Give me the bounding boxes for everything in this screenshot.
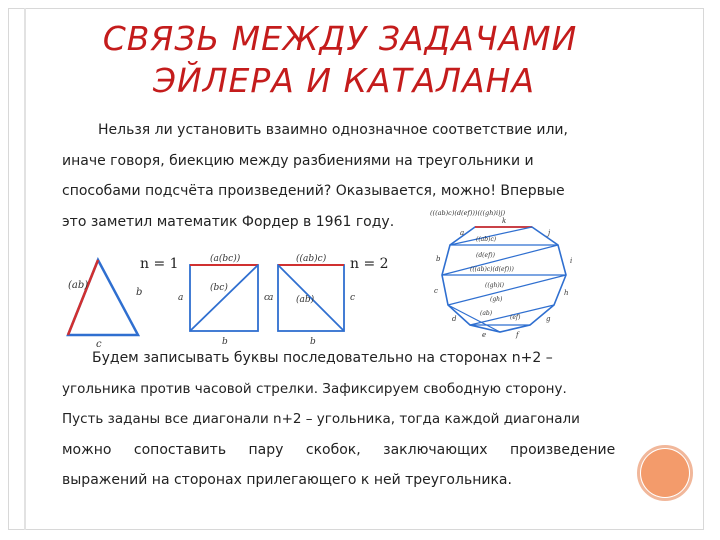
method-line-3: Пусть заданы все диагонали n+2 – угольника, тогда каждой диагонали [62, 411, 580, 427]
square2-inner-label: (ab) [296, 295, 315, 305]
square1-right-label: c [264, 293, 270, 303]
polygon-inner-label-4: ((gh)i) [485, 282, 504, 289]
polygon-top-label: (((ab)c)(d(ef)))(((gh)i)j) [430, 209, 506, 217]
polygon-vertex-k: k [502, 217, 507, 225]
polygon-inner-label-3: (((ab)c)(d(ef))) [470, 266, 514, 273]
polygon-inner-label-5: (gh) [490, 296, 503, 303]
n2-label: n = 2 [350, 256, 389, 272]
square2-figure [268, 253, 355, 347]
title-line-2: ЭЙЛЕРА И КАТАЛАНА [152, 61, 536, 100]
decorative-circle [641, 449, 689, 497]
method-line-5: выражений на сторонах прилегающего к ней треугольника. [62, 472, 512, 488]
polygon-vertex-e: e [482, 331, 487, 339]
polygon-vertex-c: c [434, 287, 438, 295]
intro-line-3: способами подсчёта произведений? Оказывается, можно! Впервые [62, 183, 565, 199]
square1-inner-label: (bc) [210, 283, 228, 293]
polygon-vertex-b: b [436, 255, 441, 263]
slide-title [40, 18, 640, 102]
polygon-inner-label-2: (d(ef)) [476, 252, 495, 259]
title-line-1: СВЯЗЬ МЕЖДУ ЗАДАЧАМИ [102, 19, 578, 58]
method-paragraph [62, 343, 622, 496]
polygon-vertex-h: h [564, 289, 569, 297]
polygon-vertex-i: i [570, 257, 573, 265]
polygon-vertex-j: j [548, 229, 551, 237]
square1-bottom-label: b [222, 337, 228, 347]
square2-bottom-label: b [310, 337, 316, 347]
polygon-vertex-f: f [516, 331, 519, 339]
n1-figures [60, 250, 380, 350]
square2-left-label: a [268, 293, 274, 303]
triangle-bottom-label: c [96, 339, 102, 350]
method-line-4: можно сопоставить пару скобок, заключающих произведение [62, 441, 616, 458]
polygon-inner-label-7: (ef) [510, 314, 521, 321]
triangle-right-label: b [136, 287, 143, 298]
left-rule [24, 8, 26, 530]
triangle-figure [68, 260, 142, 350]
polygon-inner-label-1: ((ab)c) [476, 236, 497, 243]
triangle-left-label: (ab) [68, 280, 89, 291]
intro-line-1: Нельзя ли установить взаимно однозначное соответствие или, [98, 122, 568, 138]
square1-top-label: (a(bc)) [210, 254, 241, 264]
method-line-2: угольника против часовой стрелки. Зафиксируем свободную сторону. [62, 380, 567, 397]
polygon-vertex-a: a [460, 229, 465, 237]
n1-label: n = 1 [140, 256, 179, 272]
polygon-vertex-g: g [546, 315, 551, 323]
polygon-figure [430, 205, 580, 340]
polygon-inner-label-6: (ab) [480, 310, 493, 317]
square1-figure [178, 253, 269, 347]
method-line-1: Будем записывать буквы последовательно на сторонах n+2 – [92, 350, 553, 366]
square2-right-label: c [350, 293, 356, 303]
square1-left-label: a [178, 293, 184, 303]
intro-line-4: это заметил математик Фордер в 1961 году. [62, 213, 395, 230]
square2-top-label: ((ab)c) [296, 254, 327, 264]
intro-line-2: иначе говоря, биекцию между разбиениями на треугольники и [62, 152, 534, 169]
polygon-vertex-d: d [452, 315, 457, 323]
